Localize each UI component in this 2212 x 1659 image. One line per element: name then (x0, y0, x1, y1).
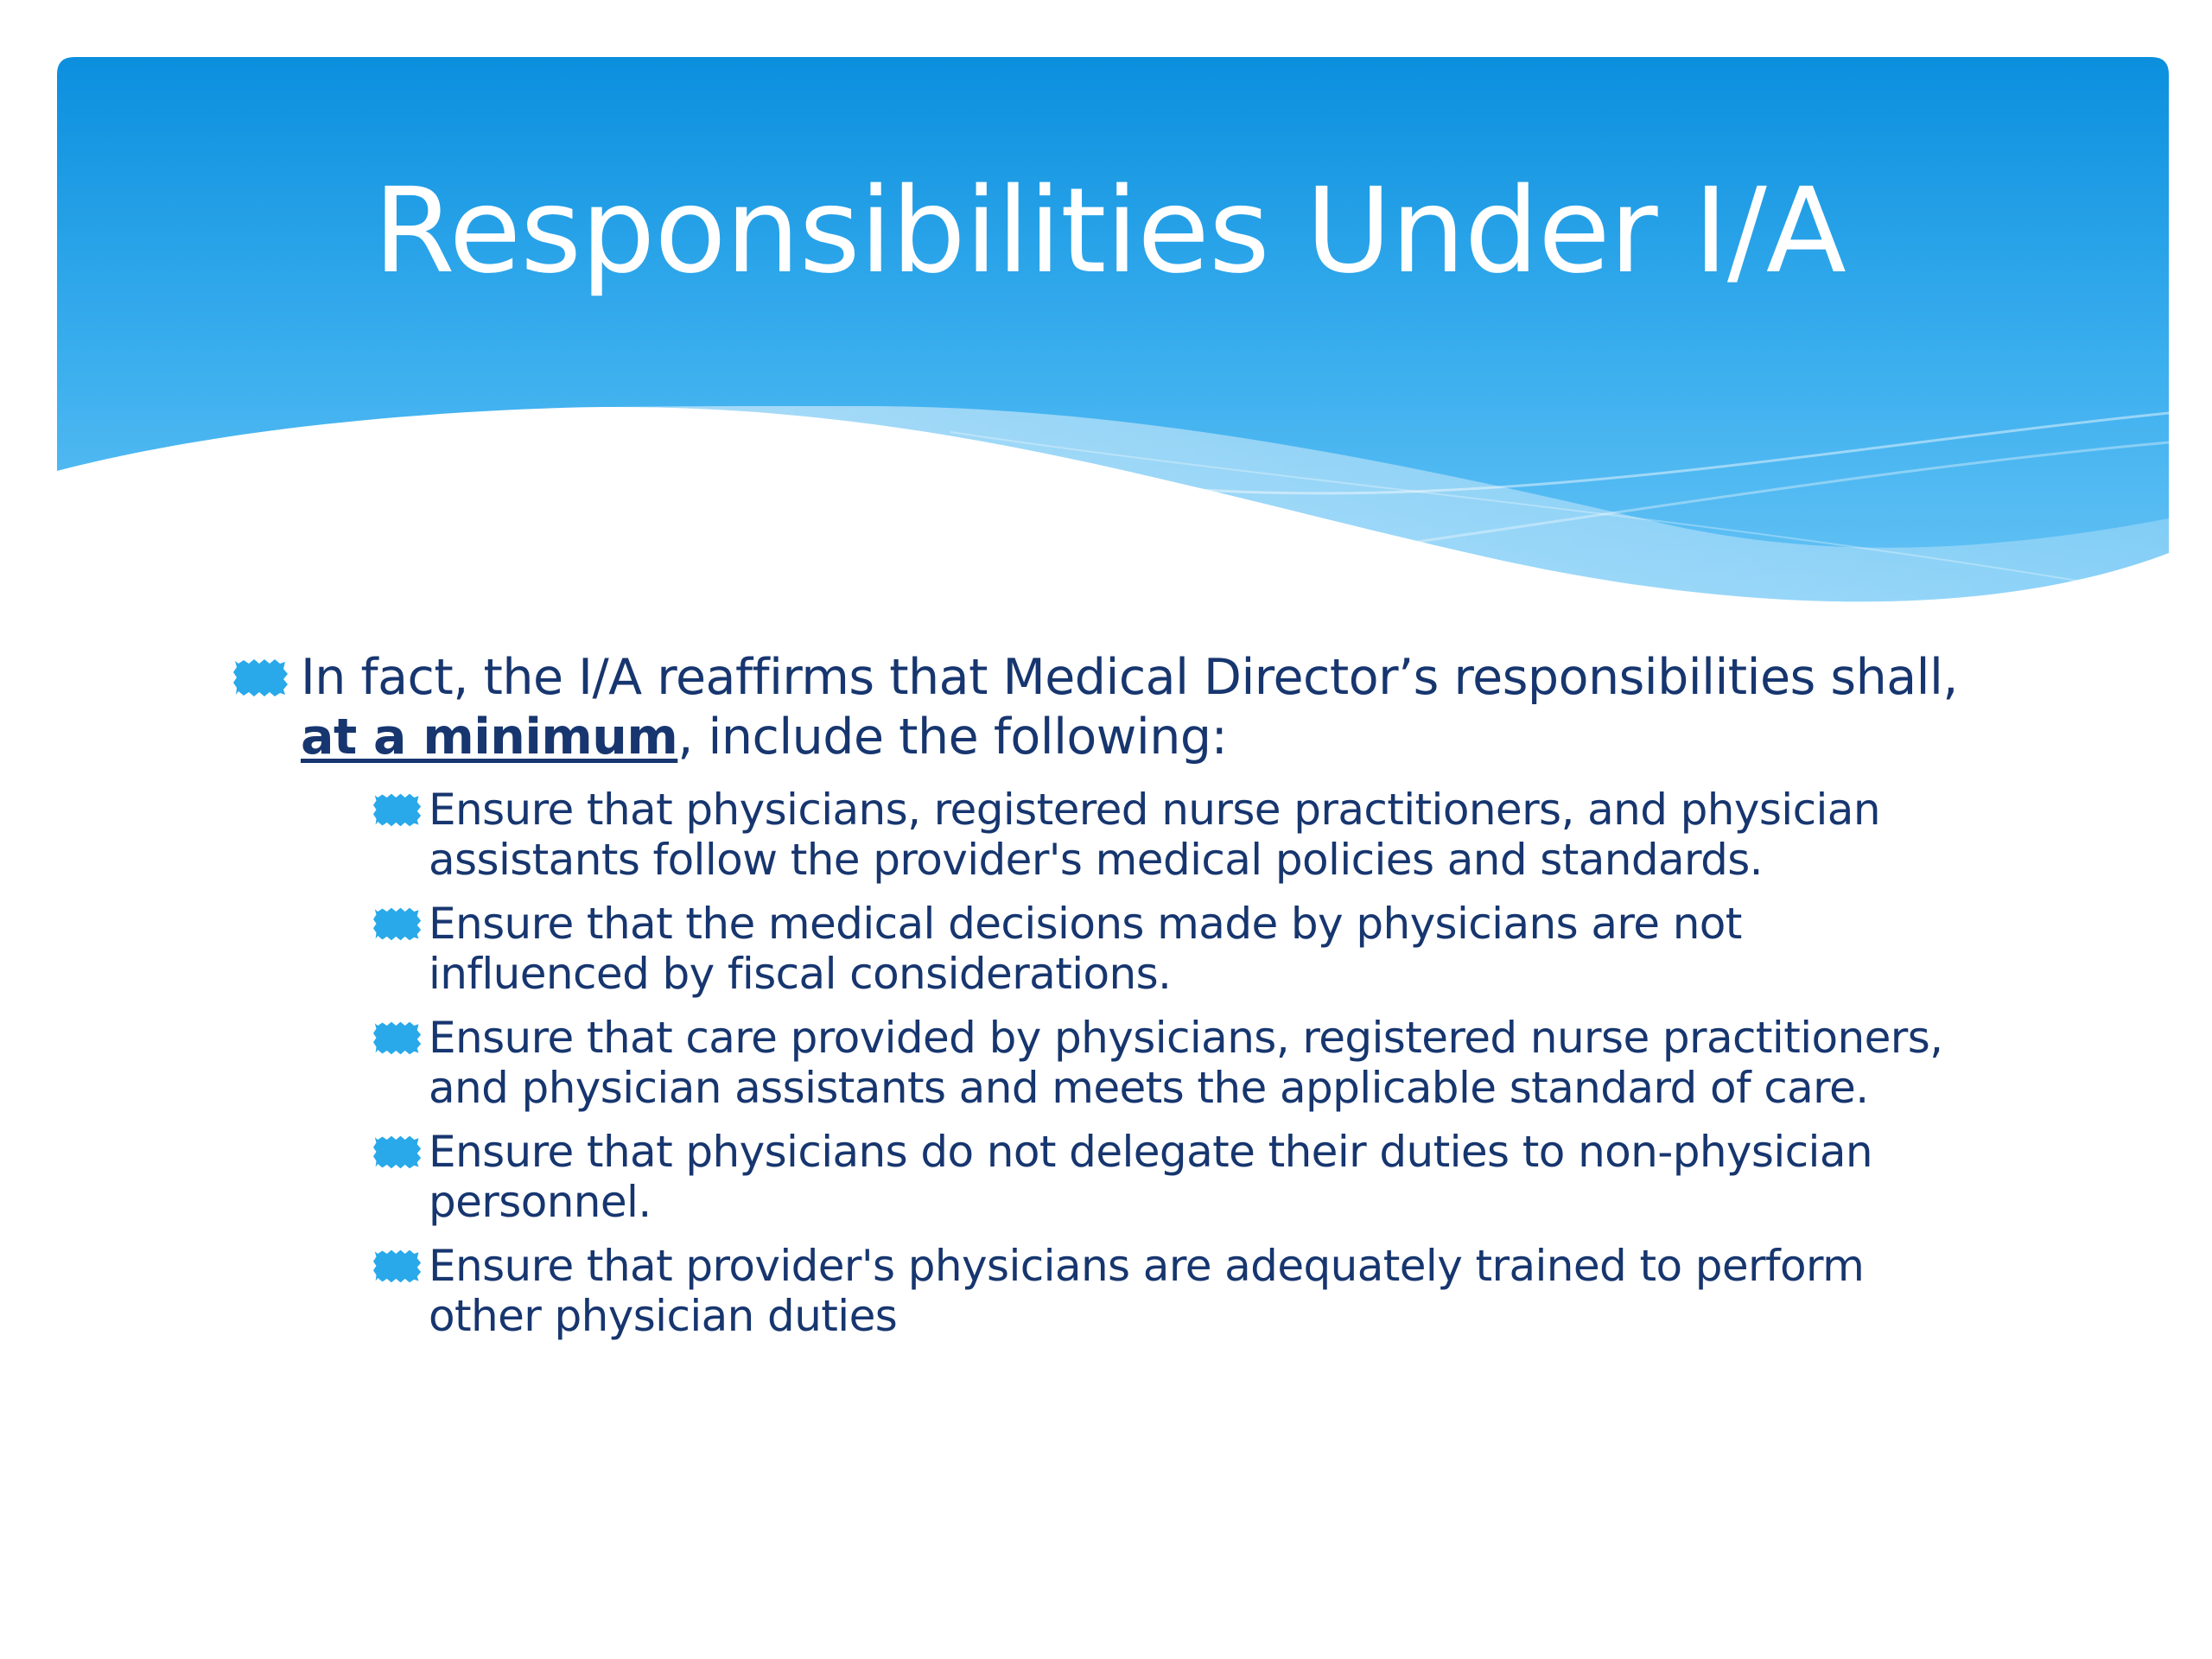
sub-bullet (373, 1241, 1961, 1341)
main-bullet-text-end: , include the following: (677, 709, 1228, 766)
starburst-bullet-icon (373, 906, 422, 942)
main-bullet (233, 648, 1961, 767)
sub-bullet-text: Ensure that care provided by physicians, registered nurse practitioners, and physician assistants and meets the applicable standard of care. (429, 1013, 1943, 1113)
starburst-bullet-icon (373, 791, 422, 828)
main-bullet-text-start: In fact, the I/A reaffirms that Medical Director’s responsibilities shall, (301, 649, 1958, 706)
sub-bullet-list (233, 785, 1961, 1341)
sub-bullet-text: Ensure that the medical decisions made by physicians are not influenced by fiscal considerations. (429, 899, 1742, 999)
slide-body (233, 648, 1961, 1355)
banner-background (57, 57, 2169, 601)
sub-bullet-text: Ensure that provider's physicians are adequately trained to perform other physician duties (429, 1241, 1865, 1341)
starburst-bullet-icon (233, 657, 289, 698)
starburst-bullet-icon (373, 1248, 422, 1284)
starburst-bullet-icon (373, 1020, 422, 1056)
sub-bullet (373, 1013, 1961, 1113)
sub-bullet (373, 785, 1961, 885)
sub-bullet (373, 899, 1961, 999)
sub-bullet-text: Ensure that physicians do not delegate their duties to non-physician personnel. (429, 1127, 1872, 1227)
slide-title: Responsibilities Under I/A (373, 163, 1846, 300)
title-banner (0, 0, 2212, 657)
sub-bullet-text: Ensure that physicians, registered nurse practitioners, and physician assistants follow the provider's medical policies and standards. (429, 785, 1880, 885)
sub-bullet (373, 1127, 1961, 1227)
main-bullet-emphasis: at a minimum (301, 709, 678, 766)
starburst-bullet-icon (373, 1134, 422, 1170)
